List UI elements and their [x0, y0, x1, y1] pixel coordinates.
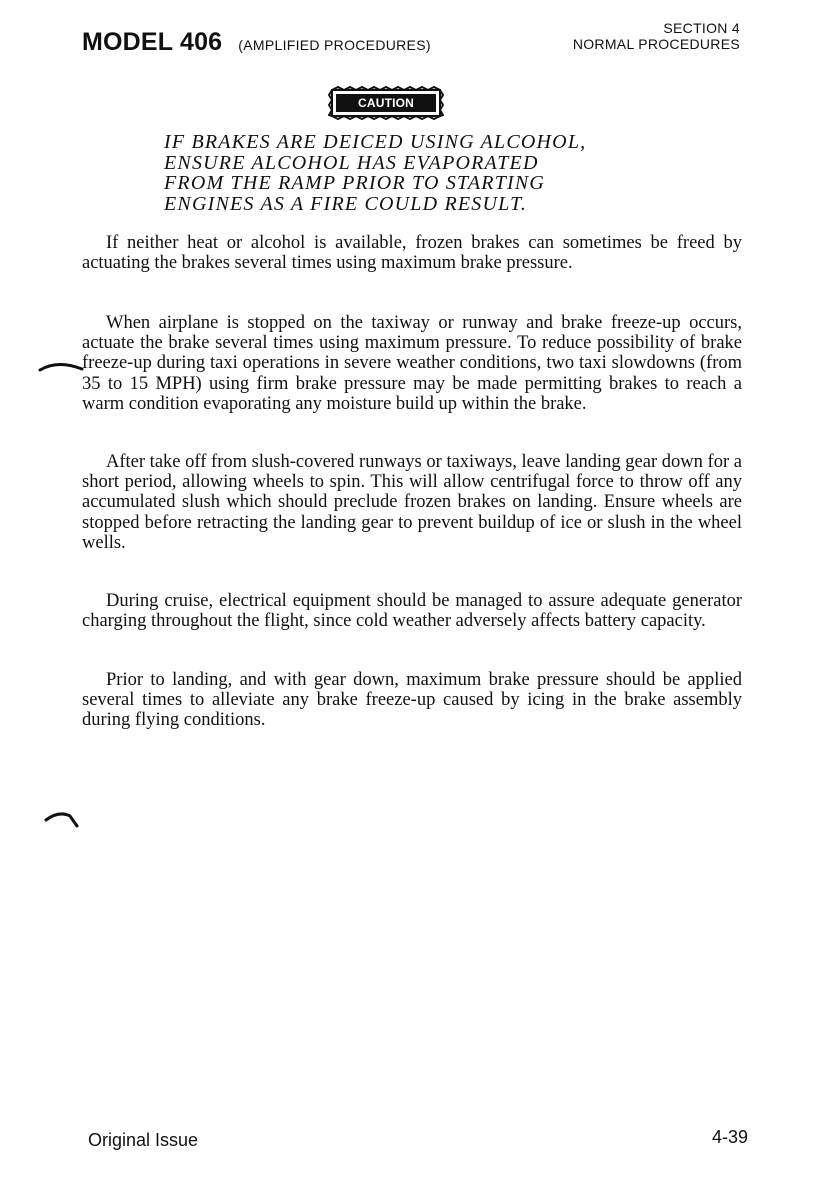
- footer-issue: Original Issue: [88, 1130, 199, 1150]
- page-header-left: [82, 28, 431, 57]
- model-title: MODEL 406: [82, 28, 223, 56]
- page-number: 4-39: [711, 1127, 748, 1147]
- revision-mark-icon: [38, 360, 84, 374]
- paragraph-frozen-brakes: If neither heat or alcohol is available, frozen brakes can sometimes be freed by actuating the brakes several times using maximum brake pressure.: [82, 233, 742, 274]
- caution-message: [164, 132, 634, 214]
- revision-mark-icon: [44, 808, 80, 830]
- section-number: SECTION 4: [663, 20, 740, 36]
- caution-label: CAUTION: [357, 96, 415, 110]
- caution-badge: [328, 86, 444, 120]
- paragraph-prior-to-landing: Prior to landing, and with gear down, maximum brake pressure should be applied several times to alleviate any brake freeze-up caused by icing in the brake assembly during flying conditions.: [82, 670, 742, 731]
- caution-line: ENGINES AS A FIRE COULD RESULT.: [164, 192, 528, 215]
- caution-line: IF BRAKES ARE DEICED USING ALCOHOL,: [164, 131, 587, 153]
- paragraph-slush-takeoff: After take off from slush-covered runways or taxiways, leave landing gear down for a short period, allowing wheels to spin. This will allow centrifugal force to throw off any accumulated slush which should preclude frozen brakes on landing. Ensure wheels are stopped before retracting the landing gear to prevent buildup of ice or slush in the wheel wells.: [82, 452, 742, 553]
- procedures-subtitle: (AMPLIFIED PROCEDURES): [238, 37, 431, 53]
- section-header: [573, 20, 740, 52]
- section-title: NORMAL PROCEDURES: [572, 36, 740, 52]
- paragraph-cruise-electrical: During cruise, electrical equipment should be managed to assure adequate generator charging throughout the flight, since cold weather adversely affects battery capacity.: [82, 591, 742, 632]
- caution-line: ENSURE ALCOHOL HAS EVAPORATED: [164, 151, 539, 174]
- paragraph-brake-freeze-up: When airplane is stopped on the taxiway or runway and brake freeze-up occurs, actuate the brake several times using maximum pressure. To reduce possibility of brake freeze-up during taxi operations in severe weather conditions, two taxi slowdowns (from 35 to 15 MPH) using firm brake pressure may be made permitting brakes to reach a warm condition evaporating any moisture build up within the brake.: [82, 313, 742, 414]
- caution-line: FROM THE RAMP PRIOR TO STARTING: [164, 172, 546, 194]
